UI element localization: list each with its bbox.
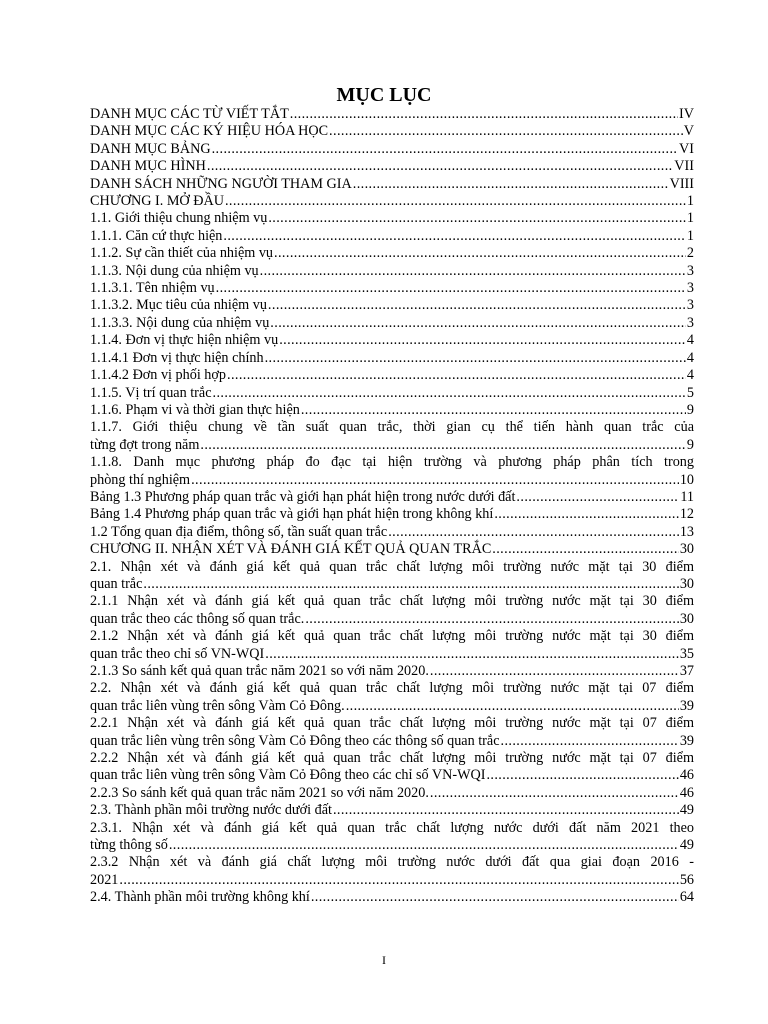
toc-entry-text: CHƯƠNG I. MỞ ĐẦU bbox=[90, 193, 224, 210]
toc-entry[interactable] bbox=[90, 802, 694, 819]
toc-entry-text: 1.1. Giới thiệu chung nhiệm vụ bbox=[90, 210, 268, 227]
toc-entry-text: quan trắc theo các thông số quan trắc. bbox=[90, 610, 305, 627]
toc-dot-leader bbox=[200, 437, 686, 454]
toc-dot-leader bbox=[169, 837, 679, 854]
toc-page-number: 35 bbox=[679, 645, 694, 662]
toc-entry[interactable] bbox=[90, 158, 694, 175]
toc-page-number: 13 bbox=[679, 523, 694, 540]
toc-entry-text-line1: 2.3.2 Nhận xét và đánh giá chất lượng môi trường nước dưới đất qua giai đoạn 2016 - bbox=[90, 854, 694, 871]
toc-entry-text-line1: 2.1.2 Nhận xét và đánh giá kết quả quan trắc chất lượng môi trường nước mặt tại 30 điểm bbox=[90, 628, 694, 645]
toc-entry-text: 1.2 Tổng quan địa điểm, thông số, tần suất quan trắc bbox=[90, 523, 388, 540]
toc-entry-text-line1: 2.2.1 Nhận xét và đánh giá kết quả quan trắc chất lượng môi trường nước mặt tại 07 điểm bbox=[90, 715, 694, 732]
toc-entry[interactable] bbox=[90, 419, 694, 454]
toc-entry-text: 2.3. Thành phần môi trường nước dưới đất bbox=[90, 802, 332, 819]
toc-dot-leader bbox=[223, 228, 686, 245]
toc-entry[interactable] bbox=[90, 663, 694, 680]
toc-page-number: 49 bbox=[679, 802, 694, 819]
toc-entry-text: 1.1.3.3. Nội dung của nhiệm vụ bbox=[90, 314, 270, 331]
toc-entry[interactable] bbox=[90, 854, 694, 889]
toc-page-number: 39 bbox=[679, 697, 694, 714]
toc-page-number: 2 bbox=[686, 245, 694, 262]
toc-entry-text: 1.1.1. Căn cứ thực hiện bbox=[90, 227, 223, 244]
toc-entry[interactable] bbox=[90, 454, 694, 489]
toc-page-number: 30 bbox=[679, 541, 694, 558]
toc-page-number: 9 bbox=[686, 436, 694, 453]
toc-page-number: 46 bbox=[679, 784, 694, 801]
toc-dot-leader bbox=[329, 123, 683, 140]
toc-page-number: 30 bbox=[679, 610, 694, 627]
toc-entry[interactable] bbox=[90, 489, 694, 506]
page-number: I bbox=[382, 953, 386, 967]
toc-page-number: 3 bbox=[686, 280, 694, 297]
toc-dot-leader bbox=[212, 141, 678, 158]
toc-entry-text: quan trắc theo chỉ số VN-WQI bbox=[90, 645, 265, 662]
toc-entry[interactable] bbox=[90, 820, 694, 855]
toc-page-number: 3 bbox=[686, 262, 694, 279]
toc-dot-leader bbox=[260, 263, 686, 280]
toc-page-number: 9 bbox=[686, 401, 694, 418]
toc-page-number: VI bbox=[679, 140, 694, 157]
toc-page-number: 1 bbox=[686, 210, 694, 227]
toc-page-number: 1 bbox=[686, 193, 694, 210]
toc-dot-leader bbox=[216, 280, 686, 297]
toc-entry[interactable] bbox=[90, 297, 694, 314]
toc-entry-text: từng thông số bbox=[90, 837, 168, 854]
toc-entry-text: quan trắc liên vùng trên sông Vàm Cỏ Đông theo các chỉ số VN-WQI bbox=[90, 767, 486, 784]
toc-entry-text: quan trắc liên vùng trên sông Vàm Cỏ Đông. bbox=[90, 697, 345, 714]
toc-entry[interactable] bbox=[90, 889, 694, 906]
toc-entry[interactable] bbox=[90, 506, 694, 523]
toc-entry[interactable] bbox=[90, 141, 694, 158]
toc-entry-text: DANH SÁCH NHỮNG NGƯỜI THAM GIA bbox=[90, 175, 352, 192]
toc-entry-text-line1: 2.3.1. Nhận xét và đánh giá kết quả quan trắc chất lượng nước dưới đất năm 2021 theo bbox=[90, 819, 694, 836]
toc-page-number: 39 bbox=[679, 732, 694, 749]
toc-entry-text-line1: 2.1. Nhận xét và đánh giá kết quả quan trắc chất lượng môi trường nước mặt tại 30 điểm bbox=[90, 558, 694, 575]
toc-entry-text: 1.1.3.2. Mục tiêu của nhiệm vụ bbox=[90, 297, 267, 314]
toc-entry-text: 2.1.3 So sánh kết quả quan trắc năm 2021 so với năm 2020. bbox=[90, 663, 429, 679]
toc-dot-leader bbox=[492, 541, 679, 558]
toc-page-number: 10 bbox=[679, 471, 694, 488]
toc-entry[interactable] bbox=[90, 280, 694, 297]
toc-entry[interactable] bbox=[90, 350, 694, 367]
toc-page-number: VIII bbox=[669, 175, 694, 192]
toc-dot-leader bbox=[279, 332, 686, 349]
toc-entry[interactable] bbox=[90, 524, 694, 541]
toc-entry[interactable] bbox=[90, 367, 694, 384]
toc-entry-text-line1: 2.2. Nhận xét và đánh giá kết quả quan trắc chất lượng môi trường nước mặt tại 07 điểm bbox=[90, 680, 694, 697]
toc-entry-text-line1: 2.2.2 Nhận xét và đánh giá kết quả quan trắc chất lượng môi trường nước mặt tại 07 điểm bbox=[90, 750, 694, 767]
toc-entry[interactable] bbox=[90, 210, 694, 227]
toc-entry[interactable] bbox=[90, 750, 694, 785]
toc-dot-leader bbox=[353, 176, 669, 193]
toc-dot-leader bbox=[290, 106, 678, 123]
toc-entry-text: DANH MỤC HÌNH bbox=[90, 158, 206, 175]
toc-entry-text: 1.1.3.1. Tên nhiệm vụ bbox=[90, 280, 215, 297]
toc-page-number: 30 bbox=[679, 575, 694, 592]
toc-dot-leader bbox=[388, 524, 679, 541]
toc-entry-text: 1.1.4.2 Đơn vị phối hợp bbox=[90, 367, 226, 384]
page-title: MỤC LỤC bbox=[336, 84, 432, 106]
toc-entry-text: 1.1.4. Đơn vị thực hiện nhiệm vụ bbox=[90, 332, 279, 349]
toc-dot-leader bbox=[486, 767, 678, 784]
toc-entry[interactable] bbox=[90, 315, 694, 332]
toc-page-number: 3 bbox=[686, 297, 694, 314]
toc-page-number: 49 bbox=[679, 837, 694, 854]
toc-dot-leader bbox=[494, 506, 678, 523]
toc-entry[interactable] bbox=[90, 176, 694, 193]
toc-entry-text: từng đợt trong năm bbox=[90, 436, 200, 453]
toc-page-number: 46 bbox=[679, 767, 694, 784]
toc-entry[interactable] bbox=[90, 228, 694, 245]
toc-entry[interactable] bbox=[90, 402, 694, 419]
toc-page-number: 5 bbox=[686, 384, 694, 401]
toc-dot-leader bbox=[270, 315, 686, 332]
toc-dot-leader bbox=[430, 785, 679, 802]
toc-dot-leader bbox=[516, 489, 679, 506]
toc-page-number: 11 bbox=[680, 488, 694, 505]
toc-dot-leader bbox=[143, 576, 678, 593]
toc-page-number: IV bbox=[679, 106, 694, 122]
toc-entry-text: DANH MỤC CÁC KÝ HIỆU HÓA HỌC bbox=[90, 123, 329, 140]
table-of-contents bbox=[90, 106, 694, 907]
toc-dot-leader bbox=[274, 245, 686, 262]
toc-entry[interactable] bbox=[90, 263, 694, 280]
toc-dot-leader bbox=[311, 889, 679, 906]
toc-entry[interactable] bbox=[90, 785, 694, 802]
toc-entry-text: 1.1.2. Sự cần thiết của nhiệm vụ bbox=[90, 245, 274, 262]
toc-page-number: 1 bbox=[686, 227, 694, 244]
toc-entry-text: DANH MỤC BẢNG bbox=[90, 140, 211, 157]
toc-dot-leader bbox=[430, 663, 679, 680]
toc-dot-leader bbox=[265, 646, 679, 663]
toc-dot-leader bbox=[227, 367, 686, 384]
toc-dot-leader bbox=[333, 802, 679, 819]
toc-page-number: 4 bbox=[686, 349, 694, 366]
toc-dot-leader bbox=[225, 193, 686, 210]
toc-page-number: 56 bbox=[679, 871, 694, 888]
toc-entry[interactable] bbox=[90, 559, 694, 594]
toc-page-number: 64 bbox=[679, 889, 694, 906]
toc-page-number: 12 bbox=[679, 506, 694, 523]
toc-entry[interactable] bbox=[90, 385, 694, 402]
toc-entry[interactable] bbox=[90, 245, 694, 262]
toc-entry[interactable] bbox=[90, 628, 694, 663]
toc-entry[interactable] bbox=[90, 332, 694, 349]
toc-entry-text: DANH MỤC CÁC TỪ VIẾT TẮT bbox=[90, 106, 289, 122]
toc-dot-leader bbox=[213, 385, 686, 402]
toc-entry[interactable] bbox=[90, 193, 694, 210]
toc-entry-text-line1: 2.1.1 Nhận xét và đánh giá kết quả quan trắc chất lượng môi trường nước mặt tại 30 điểm bbox=[90, 593, 694, 610]
toc-entry-text: quan trắc liên vùng trên sông Vàm Cỏ Đông theo các thông số quan trắc bbox=[90, 732, 500, 749]
toc-entry[interactable] bbox=[90, 106, 694, 123]
toc-page-number: 4 bbox=[686, 332, 694, 349]
toc-page-number: 3 bbox=[686, 314, 694, 331]
toc-dot-leader bbox=[346, 698, 679, 715]
toc-entry-text-line1: 1.1.7. Giới thiệu chung về tần suất quan trắc, thời gian cụ thể tiến hành quan trắc của bbox=[90, 419, 694, 436]
toc-entry-text: 1.1.4.1 Đơn vị thực hiện chính bbox=[90, 349, 264, 366]
toc-entry-text: CHƯƠNG II. NHẬN XÉT VÀ ĐÁNH GIÁ KẾT QUẢ QUAN TRẮC bbox=[90, 541, 492, 558]
toc-dot-leader bbox=[119, 872, 678, 889]
toc-entry[interactable] bbox=[90, 715, 694, 750]
toc-dot-leader bbox=[268, 297, 686, 314]
toc-dot-leader bbox=[501, 733, 679, 750]
toc-entry[interactable] bbox=[90, 593, 694, 628]
toc-dot-leader bbox=[301, 402, 686, 419]
toc-dot-leader bbox=[207, 158, 673, 175]
toc-entry[interactable] bbox=[90, 541, 694, 558]
toc-page-number: 37 bbox=[679, 663, 694, 679]
toc-entry[interactable] bbox=[90, 123, 694, 140]
toc-entry-text: 1.1.3. Nội dung của nhiệm vụ bbox=[90, 262, 259, 279]
toc-entry-text: 2021 bbox=[90, 871, 119, 888]
toc-entry-text: phòng thí nghiệm bbox=[90, 471, 191, 488]
toc-entry-text: quan trắc bbox=[90, 575, 143, 592]
toc-dot-leader bbox=[265, 350, 686, 367]
toc-page-number: 4 bbox=[686, 367, 694, 384]
toc-entry[interactable] bbox=[90, 680, 694, 715]
toc-entry-text: 1.1.6. Phạm vi và thời gian thực hiện bbox=[90, 401, 300, 418]
toc-entry-text-line1: 1.1.8. Danh mục phương pháp đo đạc tại hiện trường và phương pháp phân tích trong bbox=[90, 454, 694, 471]
toc-entry-text: 2.4. Thành phần môi trường không khí bbox=[90, 889, 310, 906]
toc-dot-leader bbox=[268, 210, 686, 227]
toc-page-number: V bbox=[683, 123, 694, 140]
toc-entry-text: Bảng 1.3 Phương pháp quan trắc và giới hạn phát hiện trong nước dưới đất bbox=[90, 488, 516, 505]
toc-dot-leader bbox=[191, 472, 679, 489]
toc-entry-text: 2.2.3 So sánh kết quả quan trắc năm 2021 so với năm 2020. bbox=[90, 784, 429, 801]
toc-entry-text: 1.1.5. Vị trí quan trắc bbox=[90, 384, 212, 401]
toc-dot-leader bbox=[305, 611, 679, 628]
toc-entry-text: Bảng 1.4 Phương pháp quan trắc và giới hạn phát hiện trong không khí bbox=[90, 506, 494, 523]
toc-page-number: VII bbox=[674, 158, 694, 175]
